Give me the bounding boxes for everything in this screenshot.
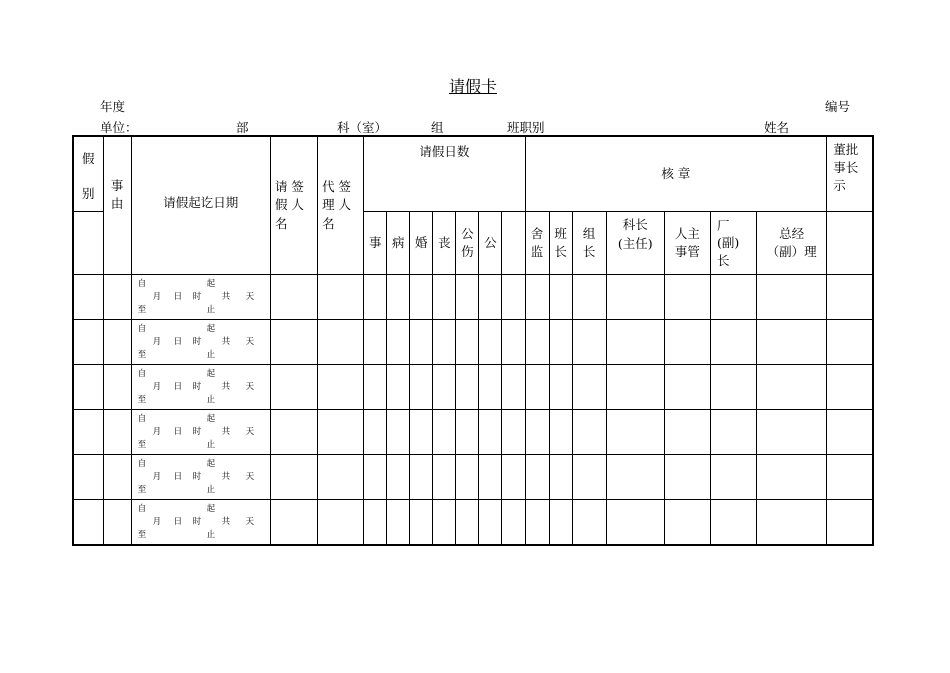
date-start-label: 起 <box>206 369 216 379</box>
date-total-label: 共 <box>221 427 231 437</box>
table-cell[interactable] <box>103 410 131 455</box>
table-cell[interactable] <box>549 365 572 410</box>
table-cell[interactable] <box>73 275 103 320</box>
date-month-label: 月 <box>152 472 162 482</box>
table-cell[interactable] <box>318 275 364 320</box>
table-cell[interactable] <box>525 500 549 546</box>
table-cell[interactable] <box>710 275 756 320</box>
table-cell[interactable] <box>549 410 572 455</box>
table-cell[interactable] <box>364 455 387 500</box>
table-cell[interactable] <box>827 455 873 500</box>
table-cell[interactable] <box>270 320 317 365</box>
date-hour-label: 时 <box>192 427 202 437</box>
table-cell[interactable] <box>433 365 456 410</box>
approver-dorm: 舍监 <box>525 212 549 275</box>
date-hour-label: 时 <box>192 382 202 392</box>
table-cell[interactable] <box>479 500 502 546</box>
date-start-label: 起 <box>206 324 216 334</box>
date-day-label: 日 <box>173 427 183 437</box>
table-cell[interactable] <box>827 275 873 320</box>
approver-general-manager: 总经 （副）理 <box>757 212 827 275</box>
date-end-label: 止 <box>206 485 216 495</box>
table-cell[interactable] <box>73 365 103 410</box>
date-month-label: 月 <box>152 382 162 392</box>
date-to-label: 至 <box>137 485 147 495</box>
date-day-label: 日 <box>173 292 183 302</box>
day-type-sick: 病 <box>387 212 410 275</box>
date-month-label: 月 <box>152 292 162 302</box>
chairman-header: 董批事长示 <box>827 136 873 212</box>
table-cell[interactable] <box>456 365 479 410</box>
period-header: 请假起讫日期 <box>131 136 270 275</box>
table-cell[interactable] <box>525 320 549 365</box>
leave-period-cell[interactable] <box>131 275 270 320</box>
table-cell[interactable] <box>710 365 756 410</box>
date-end-label: 止 <box>206 395 216 405</box>
date-from-label: 自 <box>137 279 147 289</box>
date-days-label: 天 <box>245 292 255 302</box>
table-cell[interactable] <box>410 320 433 365</box>
leave-type-char-2: 别 <box>82 186 95 201</box>
date-total-label: 共 <box>221 517 231 527</box>
date-start-label: 起 <box>206 414 216 424</box>
table-cell[interactable] <box>827 320 873 365</box>
table-cell[interactable] <box>525 455 549 500</box>
table-cell[interactable] <box>387 365 410 410</box>
table-cell[interactable] <box>572 455 606 500</box>
table-cell[interactable] <box>757 275 827 320</box>
day-type-funeral: 丧 <box>433 212 456 275</box>
table-cell[interactable] <box>318 365 364 410</box>
chairman-blank <box>827 212 873 275</box>
table-cell[interactable] <box>606 500 664 546</box>
date-to-label: 至 <box>137 350 147 360</box>
table-cell[interactable] <box>387 500 410 546</box>
approver-hr: 人主事管 <box>664 212 710 275</box>
table-cell[interactable] <box>549 275 572 320</box>
table-cell[interactable] <box>433 410 456 455</box>
reason-header: 事由 <box>103 136 131 275</box>
leave-period-cell[interactable] <box>131 455 270 500</box>
table-cell[interactable] <box>433 320 456 365</box>
date-hour-label: 时 <box>192 472 202 482</box>
approval-header: 核 章 <box>525 136 827 212</box>
day-type-personal: 事 <box>364 212 387 275</box>
table-cell[interactable] <box>710 410 756 455</box>
table-cell[interactable] <box>757 365 827 410</box>
table-cell[interactable] <box>664 410 710 455</box>
table-cell[interactable] <box>664 320 710 365</box>
date-hour-label: 时 <box>192 517 202 527</box>
date-days-label: 天 <box>245 382 255 392</box>
date-total-label: 共 <box>221 472 231 482</box>
table-cell[interactable] <box>525 365 549 410</box>
table-row <box>73 365 873 410</box>
table-cell[interactable] <box>525 275 549 320</box>
table-cell[interactable] <box>387 410 410 455</box>
leave-type-blank <box>73 212 103 275</box>
date-days-label: 天 <box>245 427 255 437</box>
leave-period-cell[interactable] <box>131 410 270 455</box>
table-cell[interactable] <box>387 455 410 500</box>
table-cell[interactable] <box>606 365 664 410</box>
table-cell[interactable] <box>606 275 664 320</box>
table-cell[interactable] <box>270 455 317 500</box>
date-start-label: 起 <box>206 504 216 514</box>
table-cell[interactable] <box>502 320 525 365</box>
date-day-label: 日 <box>173 337 183 347</box>
table-cell[interactable] <box>479 410 502 455</box>
table-cell[interactable] <box>270 275 317 320</box>
leave-form-table <box>72 135 874 546</box>
table-cell[interactable] <box>525 410 549 455</box>
date-hour-label: 时 <box>192 337 202 347</box>
table-cell[interactable] <box>606 320 664 365</box>
date-total-label: 共 <box>221 337 231 347</box>
table-cell[interactable] <box>572 365 606 410</box>
table-cell[interactable] <box>456 320 479 365</box>
table-cell[interactable] <box>364 500 387 546</box>
table-cell[interactable] <box>433 455 456 500</box>
table-cell[interactable] <box>479 365 502 410</box>
dept-label: 部 <box>236 120 249 135</box>
date-end-label: 止 <box>206 440 216 450</box>
date-to-label: 至 <box>137 530 147 540</box>
date-start-label: 起 <box>206 279 216 289</box>
date-end-label: 止 <box>206 350 216 360</box>
table-cell[interactable] <box>456 455 479 500</box>
approver-factory-head: 厂 (副) 长 <box>710 212 756 275</box>
table-cell[interactable] <box>410 455 433 500</box>
table-cell[interactable] <box>710 320 756 365</box>
job-label: 班职别 <box>507 120 545 135</box>
table-cell[interactable] <box>364 275 387 320</box>
table-cell[interactable] <box>502 275 525 320</box>
section-label: 科（室） <box>337 120 388 135</box>
table-cell[interactable] <box>318 455 364 500</box>
day-type-injury: 公伤 <box>456 212 479 275</box>
leave-type-char-1: 假 <box>82 151 95 166</box>
table-cell[interactable] <box>479 455 502 500</box>
table-cell[interactable] <box>73 410 103 455</box>
table-cell[interactable] <box>664 365 710 410</box>
date-from-label: 自 <box>137 414 147 424</box>
table-cell[interactable] <box>549 320 572 365</box>
table-cell[interactable] <box>410 410 433 455</box>
date-from-label: 自 <box>137 459 147 469</box>
table-cell[interactable] <box>103 320 131 365</box>
deputy-sign-header: 代 签 理 人 名 <box>318 136 364 275</box>
table-cell[interactable] <box>73 320 103 365</box>
table-row <box>73 275 873 320</box>
year-label: 年度 <box>100 99 126 114</box>
table-cell[interactable] <box>103 275 131 320</box>
date-total-label: 共 <box>221 292 231 302</box>
date-end-label: 止 <box>206 305 216 315</box>
table-cell[interactable] <box>572 410 606 455</box>
table-cell[interactable] <box>757 410 827 455</box>
table-cell[interactable] <box>502 455 525 500</box>
date-days-label: 天 <box>245 337 255 347</box>
date-day-label: 日 <box>173 517 183 527</box>
table-cell[interactable] <box>606 410 664 455</box>
day-type-blank <box>502 212 525 275</box>
table-cell[interactable] <box>757 455 827 500</box>
table-cell[interactable] <box>710 500 756 546</box>
date-to-label: 至 <box>137 395 147 405</box>
table-cell[interactable] <box>103 455 131 500</box>
group-label: 组 <box>431 120 444 135</box>
table-cell[interactable] <box>364 320 387 365</box>
leave-type-header <box>73 136 103 212</box>
table-cell[interactable] <box>433 275 456 320</box>
date-from-label: 自 <box>137 324 147 334</box>
table-cell[interactable] <box>606 455 664 500</box>
table-cell[interactable] <box>549 500 572 546</box>
table-cell[interactable] <box>549 455 572 500</box>
table-cell[interactable] <box>664 455 710 500</box>
table-row <box>73 320 873 365</box>
day-type-marriage: 婚 <box>410 212 433 275</box>
table-cell[interactable] <box>827 365 873 410</box>
table-cell[interactable] <box>318 500 364 546</box>
approver-group-lead: 组长 <box>572 212 606 275</box>
table-cell[interactable] <box>364 365 387 410</box>
unit-label: 单位： <box>100 120 138 135</box>
date-start-label: 起 <box>206 459 216 469</box>
date-to-label: 至 <box>137 305 147 315</box>
number-label: 编号 <box>825 99 851 114</box>
leave-period-cell[interactable] <box>131 500 270 546</box>
day-type-official: 公 <box>479 212 502 275</box>
date-day-label: 日 <box>173 382 183 392</box>
table-cell[interactable] <box>572 500 606 546</box>
data-rows <box>73 275 873 546</box>
table-cell[interactable] <box>479 320 502 365</box>
table-cell[interactable] <box>103 500 131 546</box>
leave-period-cell[interactable] <box>131 320 270 365</box>
date-month-label: 月 <box>152 517 162 527</box>
table-row <box>73 410 873 455</box>
table-cell[interactable] <box>827 500 873 546</box>
date-day-label: 日 <box>173 472 183 482</box>
table-cell[interactable] <box>827 410 873 455</box>
table-cell[interactable] <box>664 275 710 320</box>
table-cell[interactable] <box>270 365 317 410</box>
table-cell[interactable] <box>572 275 606 320</box>
table-cell[interactable] <box>410 365 433 410</box>
table-cell[interactable] <box>410 500 433 546</box>
table-row <box>73 455 873 500</box>
table-cell[interactable] <box>318 320 364 365</box>
table-cell[interactable] <box>479 275 502 320</box>
table-cell[interactable] <box>387 275 410 320</box>
table-cell[interactable] <box>318 410 364 455</box>
table-cell[interactable] <box>364 410 387 455</box>
table-row <box>73 500 873 546</box>
date-from-label: 自 <box>137 369 147 379</box>
table-cell[interactable] <box>73 455 103 500</box>
table-cell[interactable] <box>433 500 456 546</box>
table-cell[interactable] <box>664 500 710 546</box>
date-month-label: 月 <box>152 337 162 347</box>
table-cell[interactable] <box>502 365 525 410</box>
table-cell[interactable] <box>572 320 606 365</box>
table-cell[interactable] <box>387 320 410 365</box>
table-cell[interactable] <box>73 500 103 546</box>
table-cell[interactable] <box>502 410 525 455</box>
date-end-label: 止 <box>206 530 216 540</box>
table-cell[interactable] <box>103 365 131 410</box>
table-cell[interactable] <box>456 500 479 546</box>
date-days-label: 天 <box>245 472 255 482</box>
table-cell[interactable] <box>270 500 317 546</box>
name-label: 姓名 <box>764 120 790 135</box>
table-cell[interactable] <box>757 500 827 546</box>
date-to-label: 至 <box>137 440 147 450</box>
table-cell[interactable] <box>270 410 317 455</box>
approver-section-chief: 科长 (主任) <box>606 212 664 275</box>
date-hour-label: 时 <box>192 292 202 302</box>
table-cell[interactable] <box>456 410 479 455</box>
table-cell[interactable] <box>502 500 525 546</box>
leave-days-header: 请假日数 <box>364 136 525 212</box>
applicant-sign-header: 请 签 假 人 名 <box>270 136 317 275</box>
table-cell[interactable] <box>710 455 756 500</box>
date-total-label: 共 <box>221 382 231 392</box>
date-from-label: 自 <box>137 504 147 514</box>
table-cell[interactable] <box>410 275 433 320</box>
leave-period-cell[interactable] <box>131 365 270 410</box>
page-title: 请假卡 <box>449 77 498 96</box>
date-month-label: 月 <box>152 427 162 437</box>
table-cell[interactable] <box>757 320 827 365</box>
approver-team-lead: 班长 <box>549 212 572 275</box>
table-cell[interactable] <box>456 275 479 320</box>
date-days-label: 天 <box>245 517 255 527</box>
